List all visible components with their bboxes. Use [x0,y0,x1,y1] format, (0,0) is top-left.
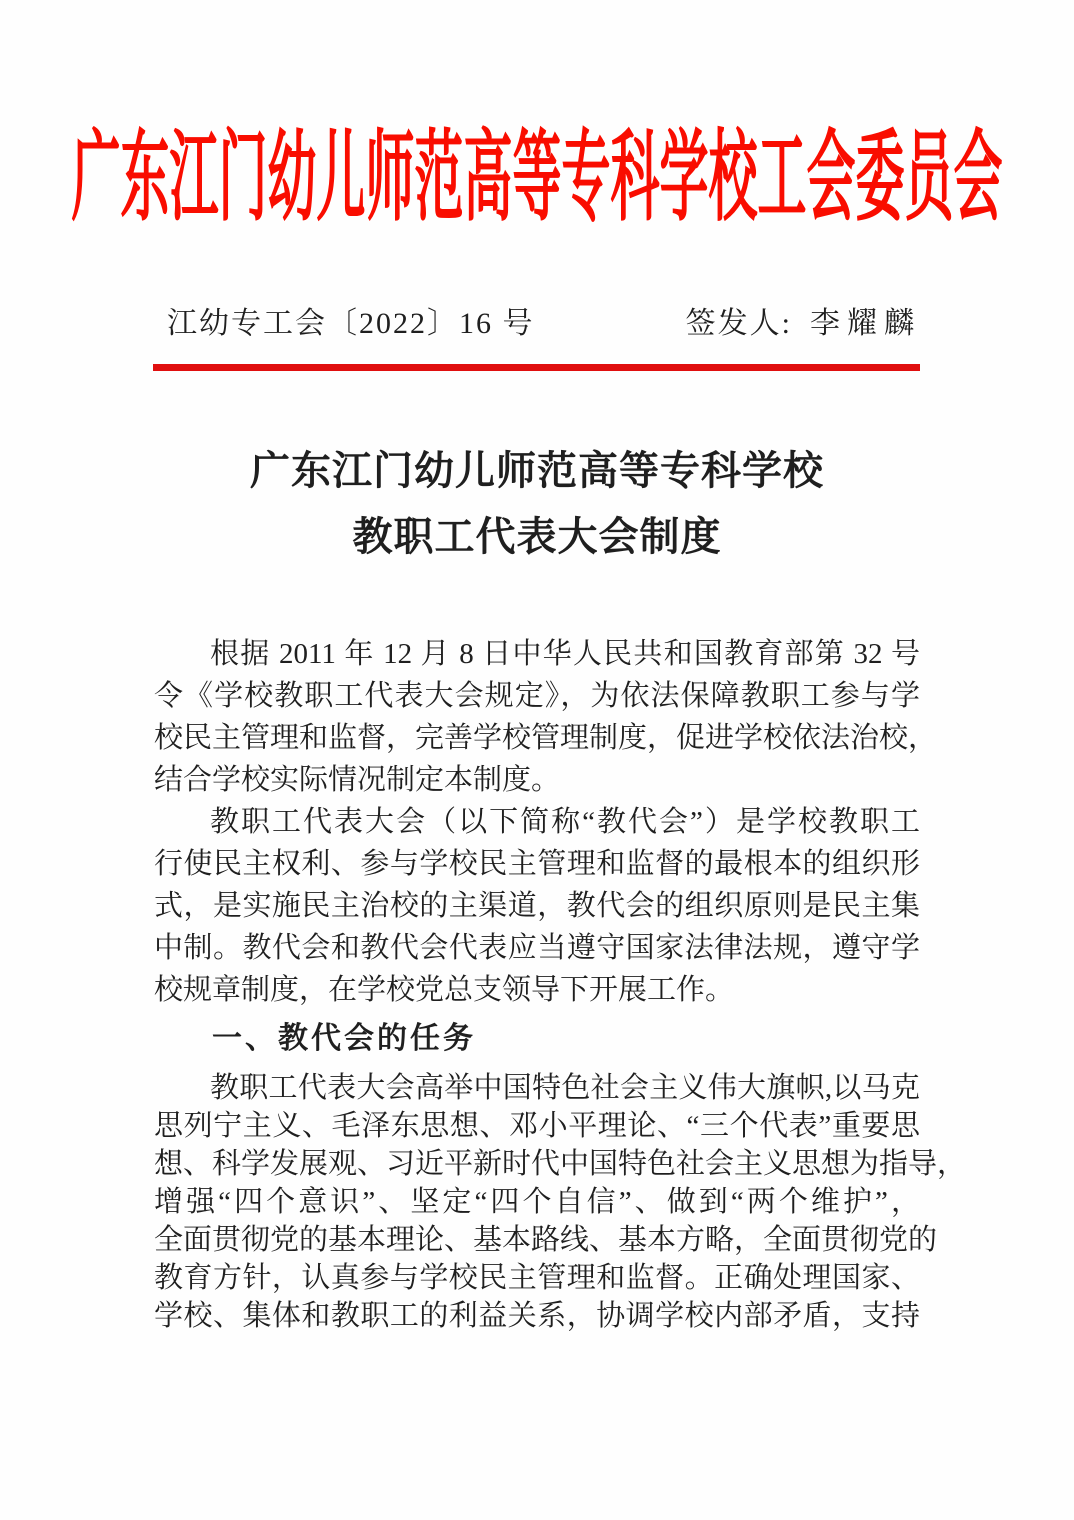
body-line: 令《学校教职工代表大会规定》，为依法保障教职工参与学 [154,680,920,712]
body-line: 增强“四个意识”、坚定“四个自信”、做到“两个维护”， [154,1186,920,1218]
body-line: 教育方针，认真参与学校民主管理和监督。正确处理国家、 [154,1262,920,1294]
body-line: 根据 2011 年 12 月 8 日中华人民共和国教育部第 32 号 [210,638,920,670]
body-line: 结合学校实际情况制定本制度。 [154,764,561,796]
body-line: 校民主管理和监督，完善学校管理制度，促进学校依法治校， [154,722,938,754]
body-line: 教职工代表大会高举中国特色社会主义伟大旗帜,以马克 [210,1072,920,1104]
body-line: 式，是实施民主治校的主渠道，教代会的组织原则是民主集 [154,890,920,922]
document-title-line1: 广东江门幼儿师范高等专科学校 [250,448,824,493]
body-line: 学校、集体和教职工的利益关系，协调学校内部矛盾，支持 [154,1300,920,1332]
body-line: 中制。教代会和教代会代表应当遵守国家法律法规，遵守学 [154,932,920,964]
red-divider-line [153,364,920,371]
issuer-label: 签发人: [685,307,792,340]
body-line: 教职工代表大会（以下简称“教代会”）是学校教职工 [210,806,920,838]
document-body [154,633,967,1335]
body-paragraph [154,801,920,1011]
body-line: 全面贯彻党的基本理论、基本路线、基本方略，全面贯彻党的 [154,1224,938,1256]
masthead-org-title: 广东江门幼儿师范高等专科学校工会委员会 [71,121,1003,234]
body-line: 想、科学发展观、习近平新时代中国特色社会主义思想为指导， [154,1148,967,1180]
issuer-name: 李耀麟 [810,307,921,340]
document-title [0,438,1074,570]
body-line: 校规章制度，在学校党总支领导下开展工作。 [154,974,735,1006]
body-line: 思列宁主义、毛泽东思想、邓小平理论、“三个代表”重要思 [154,1110,920,1142]
body-paragraph [154,633,938,801]
doc-info-row [153,306,921,342]
document-title-line2: 教职工代表大会制度 [352,514,722,559]
issuer [686,306,921,342]
doc-number: 江幼专工会〔2022〕16 号 [167,307,535,340]
body-line: 行使民主权利、参与学校民主管理和监督的最根本的组织形 [154,848,920,880]
body-paragraph [154,1069,967,1335]
section-heading: 一、教代会的任务 [212,1022,476,1055]
